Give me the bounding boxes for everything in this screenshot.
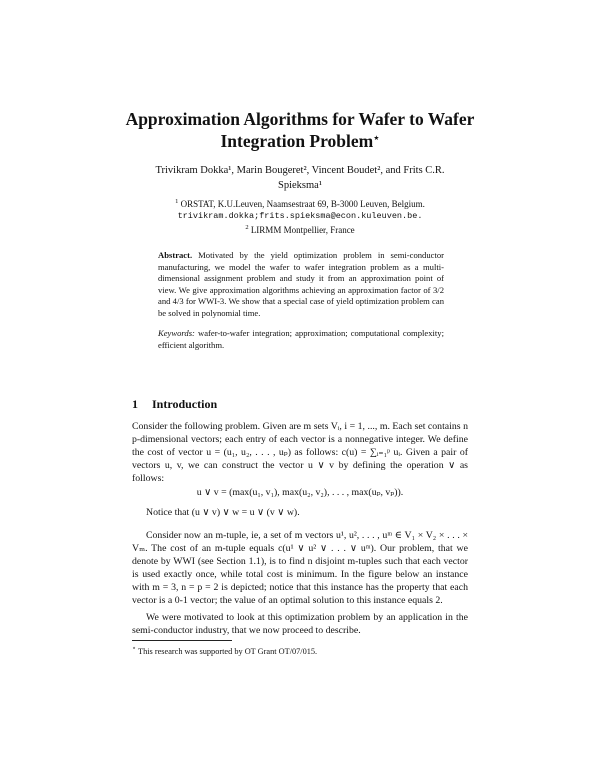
- title-line-2: [100, 130, 500, 152]
- footnote-rule: [132, 640, 232, 641]
- footnote-text: This research was supported by OT Grant OT/07/015.: [138, 646, 318, 656]
- abstract: [158, 250, 444, 320]
- author-list: [120, 163, 480, 193]
- abstract-text: Motivated by the yield optimization problem in semi-conductor manufacturing, we model the wafer to wafer integration problem as a multi-dimensional assignment problem and study it from an approximation point of view. We give approximation algorithms achieving an approximation factor of 3/2 and 4/3 for WWI-3. We show that a special case of yield optimization problem can be solved in polynomial time.: [158, 250, 444, 318]
- section-heading: [132, 397, 217, 412]
- section-number: 1: [132, 397, 138, 411]
- section-title: Introduction: [152, 397, 218, 411]
- notice-line: Notice that (u ∨ v) ∨ w = u ∨ (v ∨ w).: [146, 507, 300, 518]
- title-line-2-text: Integration Problem: [220, 131, 374, 151]
- body-paragraph-2: Consider now an m-tuple, ie, a set of m vectors u¹, u², . . . , uᵐ ∈ V₁ × V₂ × . . . × Vₘ. The cost of an m-tuple equals c(u¹ ∨ u² ∨ . . . ∨ uᵐ). Our problem, that we denote by WWI (see Section 1.1), is to find n disjoint m-tuples such that each vector is used exactly once, while total cost is minimum. In the figure below an instance with m = 3, n = p = 2 is depicted; notice that this instance has the property that each vector is a 0-1 vector; the value of an optimal solution to this instance equals 2.: [132, 530, 468, 606]
- keywords-text: wafer-to-wafer integration; approximation; computational complexity; efficient algorithm.: [158, 328, 444, 350]
- abstract-label: Abstract.: [158, 250, 193, 260]
- title-line-1: Approximation Algorithms for Wafer to Wafer: [125, 109, 475, 129]
- affiliations: [120, 196, 480, 237]
- affiliation-1-text: ORSTAT, K.U.Leuven, Naamsestraat 69, B-3000 Leuven, Belgium.: [180, 199, 425, 209]
- affiliation-1-mark: 1: [175, 198, 179, 205]
- affiliation-1: [120, 196, 480, 211]
- affiliation-2: [120, 222, 480, 237]
- paper-title: [100, 108, 500, 152]
- affiliation-2-text: LIRMM Montpellier, France: [250, 225, 355, 235]
- affiliation-email: trivikram.dokka;frits.spieksma@econ.kuleuven.be.: [177, 210, 423, 221]
- display-equation: u ∨ v = (max(u₁, v₁), max(u₂, v₂), . . . , max(uₚ, vₚ)).: [196, 487, 404, 498]
- affiliation-2-mark: 2: [245, 224, 249, 231]
- footnote-mark: ⋆: [132, 645, 137, 652]
- body-paragraph-1: Consider the following problem. Given are m sets Vᵢ, i = 1, ..., m. Each set contains n p-dimensional vectors; each entry of each vector is a nonnegative integer. We define the cost of vector u = (u₁, u₂, . . . , uₚ) as follows: c(u) = ∑ᵢ₌₁ᵖ uᵢ. Given a pair of vectors u, v, we can construct the vector u ∨ v by defining the operation ∨ as follows:: [132, 421, 468, 484]
- authors-line-1: Trivikram Dokka¹, Marin Bougeret², Vincent Boudet², and Frits C.R.: [155, 165, 445, 176]
- authors-line-2: Spieksma¹: [278, 180, 322, 191]
- keywords: [158, 328, 444, 351]
- keywords-label: Keywords:: [158, 328, 195, 338]
- footnote: [132, 644, 317, 656]
- body-paragraph-3: We were motivated to look at this optimization problem by an application in the semi-conductor industry, that we now proceed to describe.: [132, 612, 468, 636]
- title-footnote-mark: ⋆: [373, 133, 380, 144]
